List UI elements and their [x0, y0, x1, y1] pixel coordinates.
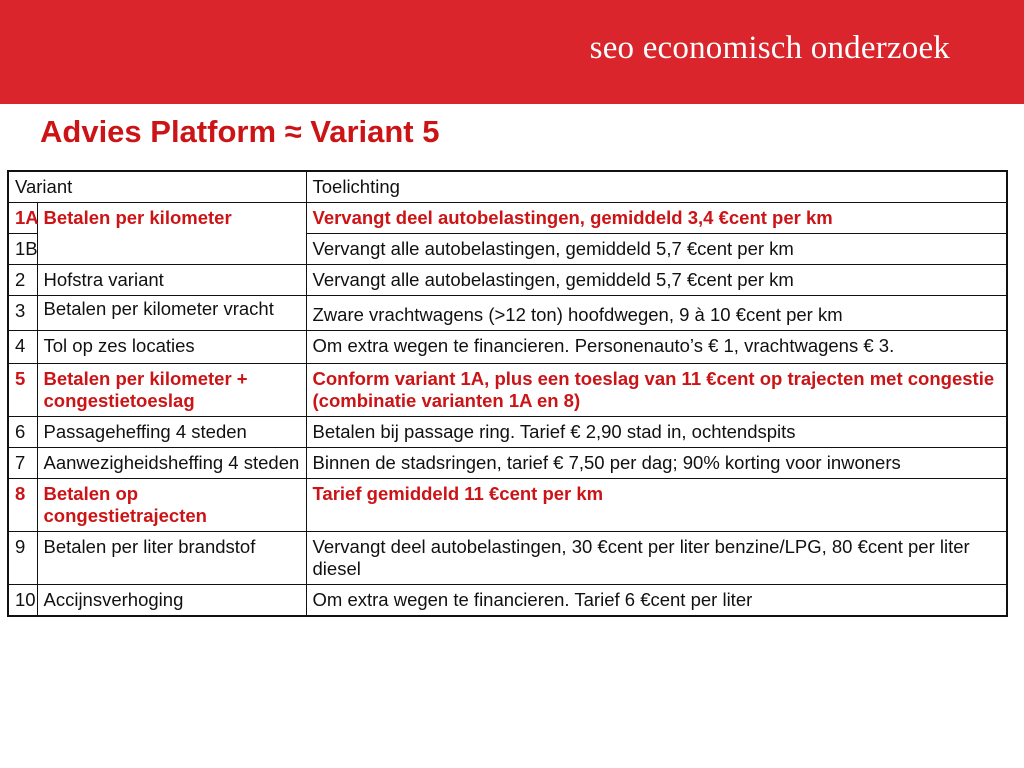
table-header-row [8, 171, 1007, 203]
variant-note: Om extra wegen te financieren. Tarief 6 €cent per liter [306, 585, 1007, 617]
table-row [8, 585, 1007, 617]
variant-note: Betalen bij passage ring. Tarief € 2,90 stad in, ochtendspits [306, 417, 1007, 448]
variant-note: Zware vrachtwagens (>12 ton) hoofdwegen, 9 à 10 €cent per km [306, 296, 1007, 331]
page-title: Advies Platform ≈ Variant 5 [40, 114, 440, 149]
variant-note: Vervangt deel autobelastingen, 30 €cent per liter benzine/LPG, 80 €cent per liter diesel [306, 532, 1007, 585]
variant-note: Vervangt deel autobelastingen, gemiddeld 3,4 €cent per km [306, 203, 1007, 234]
variant-id: 5 [8, 364, 37, 417]
variant-id: 3 [8, 296, 37, 331]
variant-id: 7 [8, 448, 37, 479]
logo: seo economisch onderzoek [589, 30, 950, 66]
variant-name: Tol op zes locaties [37, 331, 306, 364]
variant-id: 10 [8, 585, 37, 617]
variant-note: Vervangt alle autobelastingen, gemiddeld 5,7 €cent per km [306, 265, 1007, 296]
table-row [8, 203, 1007, 234]
variants-table [7, 170, 1008, 617]
variant-id: 6 [8, 417, 37, 448]
variant-name: Accijnsverhoging [37, 585, 306, 617]
variant-id: 1B [8, 234, 37, 265]
variant-name: Aanwezigheidsheffing 4 steden [37, 448, 306, 479]
table-row [8, 417, 1007, 448]
table-row [8, 331, 1007, 364]
variant-id: 9 [8, 532, 37, 585]
variant-name: Hofstra variant [37, 265, 306, 296]
table-row [8, 479, 1007, 532]
variant-note: Binnen de stadsringen, tarief € 7,50 per dag; 90% korting voor inwoners [306, 448, 1007, 479]
table-row [8, 265, 1007, 296]
variant-id: 8 [8, 479, 37, 532]
table-row [8, 532, 1007, 585]
table-row [8, 296, 1007, 331]
variant-note: Tarief gemiddeld 11 €cent per km [306, 479, 1007, 532]
variant-note: Vervangt alle autobelastingen, gemiddeld 5,7 €cent per km [306, 234, 1007, 265]
header-band [0, 0, 1024, 104]
variant-name: Betalen per kilometer + congestietoeslag [37, 364, 306, 417]
column-header-toelichting: Toelichting [306, 171, 1007, 203]
variant-name: Betalen per kilometer vracht [37, 296, 306, 331]
variant-id: 4 [8, 331, 37, 364]
variant-name: Betalen per liter brandstof [37, 532, 306, 585]
variant-name: Betalen per kilometer [37, 203, 306, 265]
variant-name: Betalen op congestietrajecten [37, 479, 306, 532]
variant-note: Om extra wegen te financieren. Personenauto’s € 1, vrachtwagens € 3. [306, 331, 1007, 364]
variant-note: Conform variant 1A, plus een toeslag van 11 €cent op trajecten met congestie (combinatie varianten 1A en 8) [306, 364, 1007, 417]
variant-name: Passageheffing 4 steden [37, 417, 306, 448]
column-header-variant: Variant [8, 171, 306, 203]
variant-id: 1A [8, 203, 37, 234]
table-row [8, 448, 1007, 479]
table-row [8, 364, 1007, 417]
variant-id: 2 [8, 265, 37, 296]
